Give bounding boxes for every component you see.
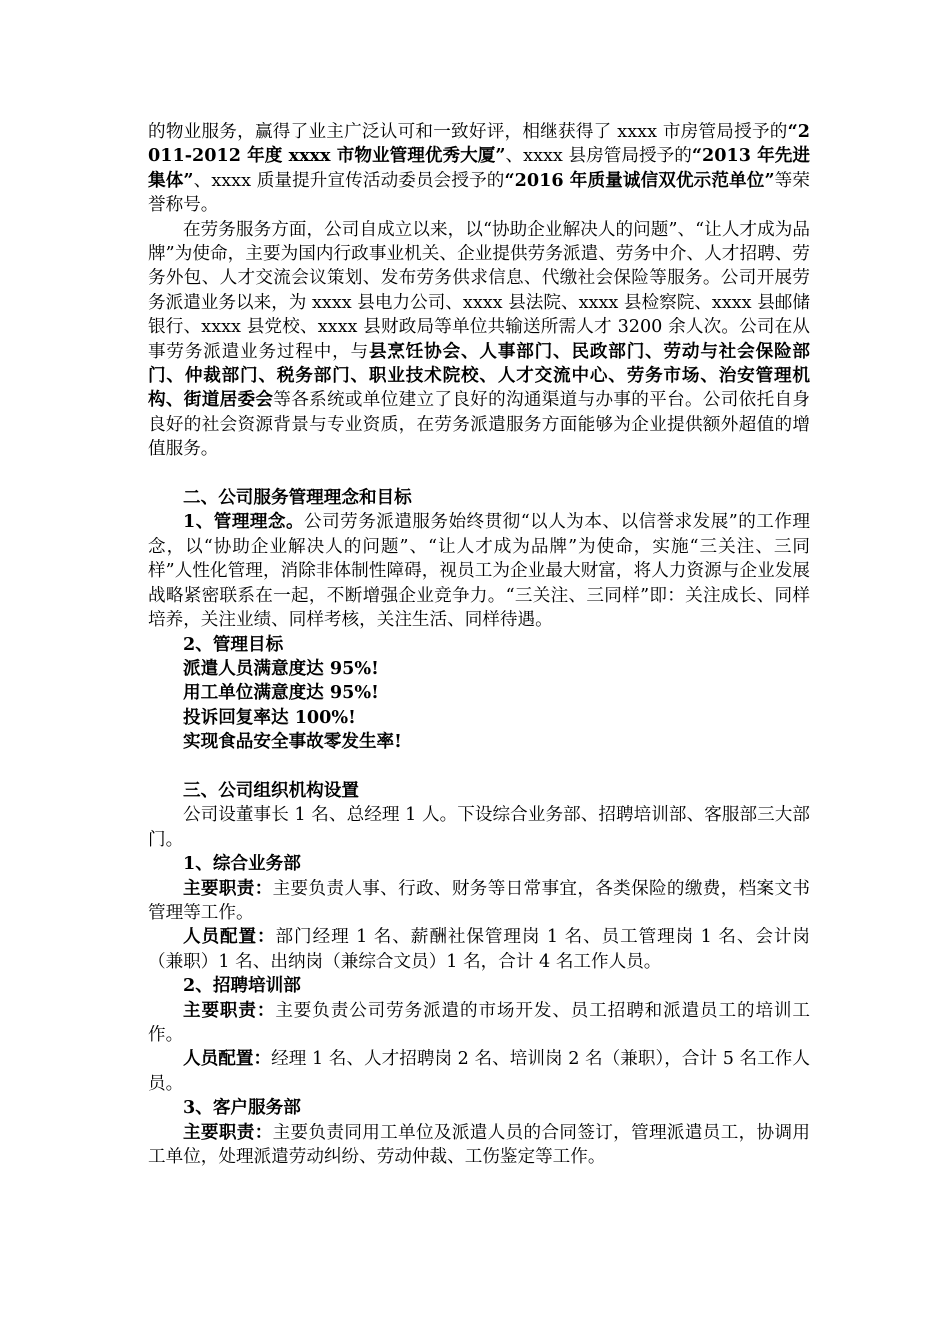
text: 、xxxx 县房管局授予的 — [505, 146, 692, 167]
document-page — [148, 120, 810, 1169]
section-heading-2 — [148, 486, 810, 510]
label: 主要职责： — [183, 1121, 273, 1143]
management-goals-title — [148, 633, 810, 657]
honor-2: “2013 年先进集体” — [148, 145, 810, 191]
text: 主要负责公司劳务派遣的市场开发、员工招聘和派遣员工的培训工作。 — [148, 1000, 810, 1045]
dept-title-text: 3、客户服务部 — [183, 1097, 301, 1119]
label: 人员配置： — [183, 1048, 272, 1070]
text: 部门经理 1 名、薪酬社保管理岗 1 名、员工管理岗 1 名、会计岗（兼职）1 名、出纳岗（兼综合文员）1 名，合计 4 名工作人员。 — [148, 927, 810, 972]
label: 人员配置： — [183, 926, 276, 948]
spacer — [148, 462, 810, 486]
paragraph-labor-service — [148, 218, 810, 462]
dept-1-staff — [148, 925, 810, 974]
dept-1-duty — [148, 877, 810, 926]
dept-title-text: 1、综合业务部 — [183, 853, 301, 875]
label: 主要职责： — [183, 999, 276, 1021]
dept-1-title — [148, 852, 810, 876]
honor-1: “2011-2012 年度 xxxx 市物业管理优秀大厦” — [148, 121, 810, 167]
text: 主要负责同用工单位及派遣人员的合同签订，管理派遣员工，协调用工单位，处理派遣劳动纠纷、劳动仲裁、工伤鉴定等工作。 — [148, 1122, 810, 1168]
partners: 县烹饪协会、人事部门、民政部门、劳动与社会保险部门、仲裁部门、税务部门、职业技术院校、人才交流中心、劳务市场、治安管理机构、街道居委会 — [148, 340, 810, 411]
text: 等各系统或单位建立了良好的沟通渠道与办事的平台。公司依托自身良好的社会资源背景与专业资质，在劳务派遣服务方面能够为企业提供额外超值的增值服务。 — [148, 390, 810, 460]
text: 的物业服务，赢得了业主广泛认可和一致好评，相继获得了 xxxx 市房管局授予的 — [148, 122, 788, 142]
goal-text: 派遣人员满意度达 95%! — [183, 657, 379, 679]
goal-3 — [148, 706, 810, 730]
text: 在劳务服务方面，公司自成立以来，以“协助企业解决人的问题”、“让人才成为品牌”为使命，主要为国内行政事业机关、企业提供劳务派遣、劳务中介、人才招聘、劳务外包、人才交流会议策划、发布劳务供求信息、代缴社会保险等服务。公司开展劳务派遣业务以来，为 xxxx 县电力公司、xxxx 县法院、xxxx 县检察院、xxxx 县邮储银行、xxxx 县党校、xxxx 县财政局等单位共输送所需人才 3200 余人次。公司在从事劳务派遣业务过程中，与 — [148, 219, 810, 362]
goal-2 — [148, 681, 810, 705]
label: 2、管理目标 — [183, 633, 284, 655]
dept-3-duty — [148, 1121, 810, 1170]
goal-text: 用工单位满意度达 95%! — [183, 682, 379, 704]
text: 等荣誉称号。 — [148, 170, 810, 216]
goal-text: 投诉回复率达 100%! — [183, 706, 356, 728]
label: 主要职责： — [183, 877, 273, 899]
heading-text: 二、公司服务管理理念和目标 — [183, 487, 412, 509]
heading-text: 三、公司组织机构设置 — [183, 779, 359, 801]
dept-2-staff — [148, 1047, 810, 1096]
honor-3: “2016 年质量诚信双优示范单位” — [504, 169, 775, 191]
label: 1、管理理念。 — [183, 511, 305, 533]
paragraph-honors — [148, 120, 810, 218]
spacer — [148, 755, 810, 779]
dept-2-duty — [148, 999, 810, 1048]
paragraph-org-intro: 公司设董事长 1 名、总经理 1 人。下设综合业务部、招聘培训部、客服部三大部门。 — [148, 805, 810, 850]
paragraph-management-philosophy — [148, 510, 810, 632]
text: 主要负责人事、行政、财务等日常事宜，各类保险的缴费，档案文书管理等工作。 — [148, 878, 810, 923]
dept-3-title — [148, 1096, 810, 1120]
text: 经理 1 名、人才招聘岗 2 名、培训岗 2 名（兼职），合计 5 名工作人员。 — [148, 1049, 810, 1094]
dept-title-text: 2、招聘培训部 — [183, 975, 301, 997]
goal-1 — [148, 657, 810, 681]
text: 公司劳务派遣服务始终贯彻“以人为本、以信誉求发展”的工作理念，以“协助企业解决人的问题”、“让人才成为品牌”为使命，实施“三关注、三同样”人性化管理，消除非体制性障碍，视员工为企业最大财富，将人力资源与企业发展战略紧密联系在一起，不断增强企业竞争力。“三关注、三同样”即：关注成长、同样培养，关注业绩、同样考核，关注生活、同样待遇。 — [148, 512, 810, 631]
dept-2-title — [148, 974, 810, 998]
goal-text: 实现食品安全事故零发生率! — [183, 731, 402, 753]
text: 、xxxx 质量提升宣传活动委员会授予的 — [193, 170, 505, 191]
section-heading-3 — [148, 779, 810, 803]
goal-4 — [148, 730, 810, 754]
